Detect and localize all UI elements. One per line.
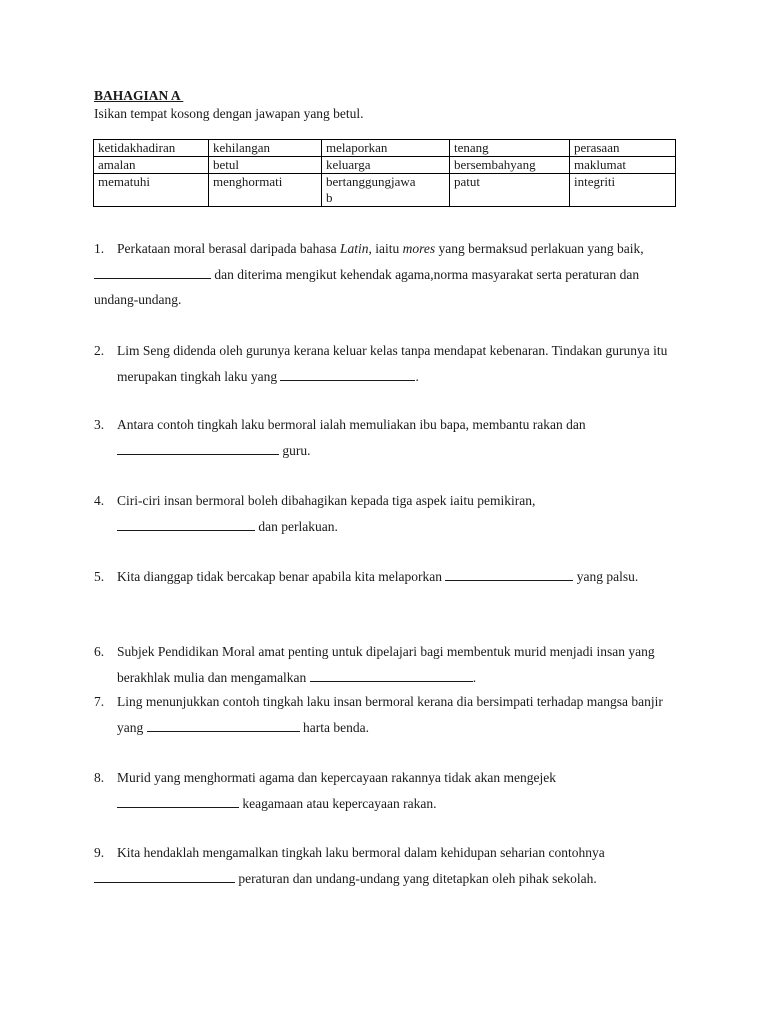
word-bank-cell: melaporkan [322, 140, 450, 157]
question-text: . [472, 669, 477, 685]
question-text: . [415, 368, 419, 384]
question-9 [94, 840, 674, 891]
question-4 [94, 488, 674, 539]
question-number: 6. [94, 644, 105, 659]
question-number: 1. [94, 241, 105, 256]
word-bank-table [93, 139, 676, 207]
word-bank-cell: patut [450, 174, 570, 207]
question-text: Antara contoh tingkah laku bermoral ialah memuliakan ibu bapa, membantu rakan dan [117, 417, 586, 432]
word-bank-row [94, 174, 676, 207]
question-2 [94, 338, 674, 389]
question-number: 7. [94, 694, 105, 709]
word-bank-cell: menghormati [209, 174, 322, 207]
answer-blank[interactable] [94, 264, 211, 279]
question-text: yang bermaksud perlakuan yang baik, [435, 241, 644, 256]
question-text: yang palsu. [573, 569, 639, 584]
answer-blank[interactable] [117, 516, 255, 531]
word-bank-cell: bertanggungjawab [322, 174, 450, 207]
question-text: keagamaan atau kepercayaan rakan. [239, 795, 437, 811]
question-text: dan perlakuan. [255, 518, 338, 534]
question-text: Perkataan moral berasal daripada bahasa [117, 241, 341, 256]
question-number: 3. [94, 417, 105, 432]
question-number: 9. [94, 845, 105, 860]
question-text-italic: Latin [340, 241, 369, 256]
question-text: Kita hendaklah mengamalkan tingkah laku bermoral dalam kehidupan seharian contohnya [117, 845, 605, 860]
question-text: dan diterima mengikut kehendak agama,norma masyarakat serta peraturan dan undang-undang. [94, 266, 640, 307]
answer-blank[interactable] [117, 793, 239, 808]
question-text: Ciri-ciri insan bermoral boleh dibahagikan kepada tiga aspek iaitu pemikiran, [117, 493, 536, 508]
word-bank-cell: integriti [570, 174, 676, 207]
word-bank-cell: ketidakhadiran [94, 140, 209, 157]
answer-blank[interactable] [445, 566, 573, 581]
question-number: 2. [94, 343, 105, 358]
section-title: BAHAGIAN A [94, 88, 184, 103]
question-3 [94, 412, 674, 463]
question-text: , iaitu [368, 241, 403, 256]
word-bank-row [94, 140, 676, 157]
answer-blank[interactable] [310, 667, 473, 682]
question-6 [94, 639, 674, 690]
question-text: Ling menunjukkan contoh tingkah laku insan bermoral kerana dia bersimpati terhadap mangsa banjir yang [117, 694, 663, 735]
answer-blank[interactable] [147, 717, 300, 732]
question-text: Murid yang menghormati agama dan kepercayaan rakannya tidak akan mengejek [117, 770, 556, 785]
question-5 [94, 564, 674, 590]
word-bank-cell: mematuhi [94, 174, 209, 207]
word-bank-cell: amalan [94, 157, 209, 174]
word-bank-cell: tenang [450, 140, 570, 157]
question-text: guru. [279, 442, 311, 458]
word-bank-cell: keluarga [322, 157, 450, 174]
question-8 [94, 765, 674, 816]
word-bank-cell: perasaan [570, 140, 676, 157]
answer-blank[interactable] [94, 868, 235, 883]
question-text: Lim Seng didenda oleh gurunya kerana keluar kelas tanpa mendapat kebenaran. Tindakan gurunya itu merupakan tingkah laku yang [117, 343, 668, 384]
question-text: peraturan dan undang-undang yang ditetapkan oleh pihak sekolah. [235, 870, 597, 886]
question-text: harta benda. [299, 719, 369, 735]
answer-blank[interactable] [117, 440, 279, 455]
question-number: 4. [94, 493, 105, 508]
question-text-italic: mores [402, 241, 436, 256]
word-bank-cell: maklumat [570, 157, 676, 174]
word-bank-cell: kehilangan [209, 140, 322, 157]
question-text: Subjek Pendidikan Moral amat penting untuk dipelajari bagi membentuk murid menjadi insan yang berakhlak mulia dan mengamalkan [117, 644, 655, 685]
answer-blank[interactable] [280, 366, 415, 381]
instruction-text: Isikan tempat kosong dengan jawapan yang betul. [94, 106, 364, 121]
word-bank-cell: betul [209, 157, 322, 174]
word-bank-cell: bersembahyang [450, 157, 570, 174]
word-bank-row [94, 157, 676, 174]
question-7 [94, 689, 674, 740]
question-1 [94, 236, 674, 313]
question-number: 5. [94, 569, 105, 584]
question-number: 8. [94, 770, 105, 785]
question-text: Kita dianggap tidak bercakap benar apabila kita melaporkan [117, 569, 446, 584]
